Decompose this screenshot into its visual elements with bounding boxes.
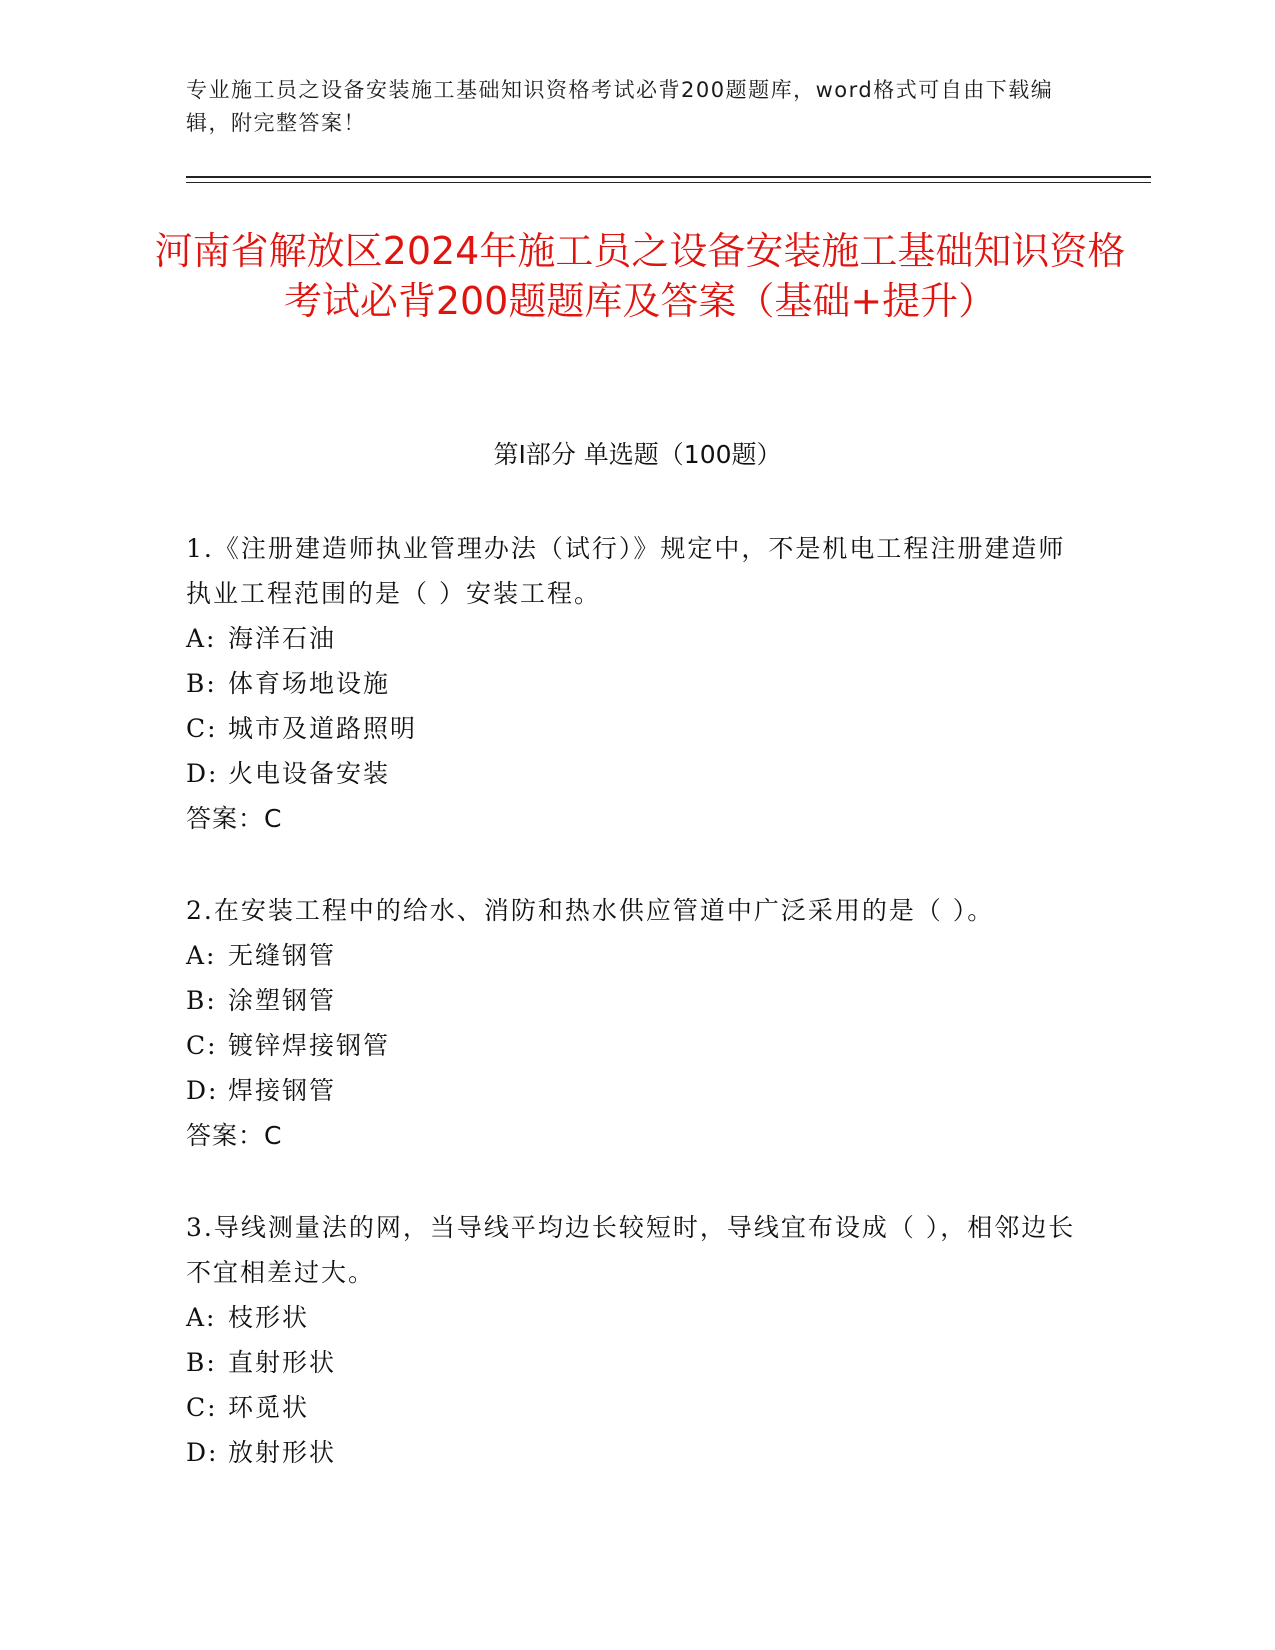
question-list bbox=[186, 526, 1086, 1522]
option-b bbox=[186, 1340, 1086, 1385]
option-d bbox=[186, 751, 1086, 796]
option-key: A: bbox=[186, 941, 217, 970]
header-divider-thin bbox=[186, 182, 1151, 183]
option-key: B: bbox=[186, 1348, 217, 1377]
option-key: C: bbox=[186, 1393, 218, 1422]
option-a bbox=[186, 616, 1086, 661]
option-d bbox=[186, 1068, 1086, 1113]
option-b bbox=[186, 661, 1086, 706]
option-text: 焊接钢管 bbox=[228, 1076, 337, 1105]
option-c bbox=[186, 706, 1086, 751]
option-text: 体育场地设施 bbox=[228, 669, 391, 698]
header-divider bbox=[186, 176, 1151, 178]
option-text: 环觅状 bbox=[228, 1393, 310, 1422]
option-key: D: bbox=[186, 1438, 219, 1467]
question-3 bbox=[186, 1205, 1086, 1475]
option-text: 海洋石油 bbox=[228, 624, 337, 653]
answer-line: 答案：C bbox=[186, 804, 283, 833]
question-1 bbox=[186, 526, 1086, 841]
option-text: 直射形状 bbox=[228, 1348, 337, 1377]
document-title: 河南省解放区2024年施工员之设备安装施工基础知识资格考试必背200题题库及答案（基础+提升） bbox=[154, 229, 1126, 323]
option-key: A: bbox=[186, 1303, 217, 1332]
option-key: B: bbox=[186, 669, 217, 698]
option-text: 火电设备安装 bbox=[228, 759, 391, 788]
option-a bbox=[186, 933, 1086, 978]
option-b bbox=[186, 978, 1086, 1023]
option-text: 放射形状 bbox=[228, 1438, 337, 1467]
option-text: 城市及道路照明 bbox=[228, 714, 418, 743]
header-note: 专业施工员之设备安装施工基础知识资格考试必背200题题库，word格式可自由下载编辑，附完整答案！ bbox=[186, 78, 1054, 135]
option-c bbox=[186, 1023, 1086, 1068]
option-text: 枝形状 bbox=[228, 1303, 310, 1332]
option-text: 无缝钢管 bbox=[228, 941, 337, 970]
option-key: C: bbox=[186, 714, 218, 743]
section-heading: 第I部分 单选题（100题） bbox=[493, 440, 782, 469]
option-key: A: bbox=[186, 624, 217, 653]
question-stem: 1.《注册建造师执业管理办法（试行）》规定中，不是机电工程注册建造师执业工程范围的是（ ）安装工程。 bbox=[186, 534, 1066, 608]
answer-line: 答案：C bbox=[186, 1121, 283, 1150]
option-key: C: bbox=[186, 1031, 218, 1060]
question-stem: 2.在安装工程中的给水、消防和热水供应管道中广泛采用的是（ ）。 bbox=[186, 896, 995, 925]
option-text: 镀锌焊接钢管 bbox=[228, 1031, 391, 1060]
question-2 bbox=[186, 888, 1086, 1158]
option-key: D: bbox=[186, 1076, 219, 1105]
option-key: D: bbox=[186, 759, 219, 788]
option-key: B: bbox=[186, 986, 217, 1015]
option-text: 涂塑钢管 bbox=[228, 986, 337, 1015]
option-d bbox=[186, 1430, 1086, 1475]
option-c bbox=[186, 1385, 1086, 1430]
question-stem: 3.导线测量法的网，当导线平均边长较短时，导线宜布设成（ ），相邻边长不宜相差过大。 bbox=[186, 1213, 1076, 1287]
option-a bbox=[186, 1295, 1086, 1340]
